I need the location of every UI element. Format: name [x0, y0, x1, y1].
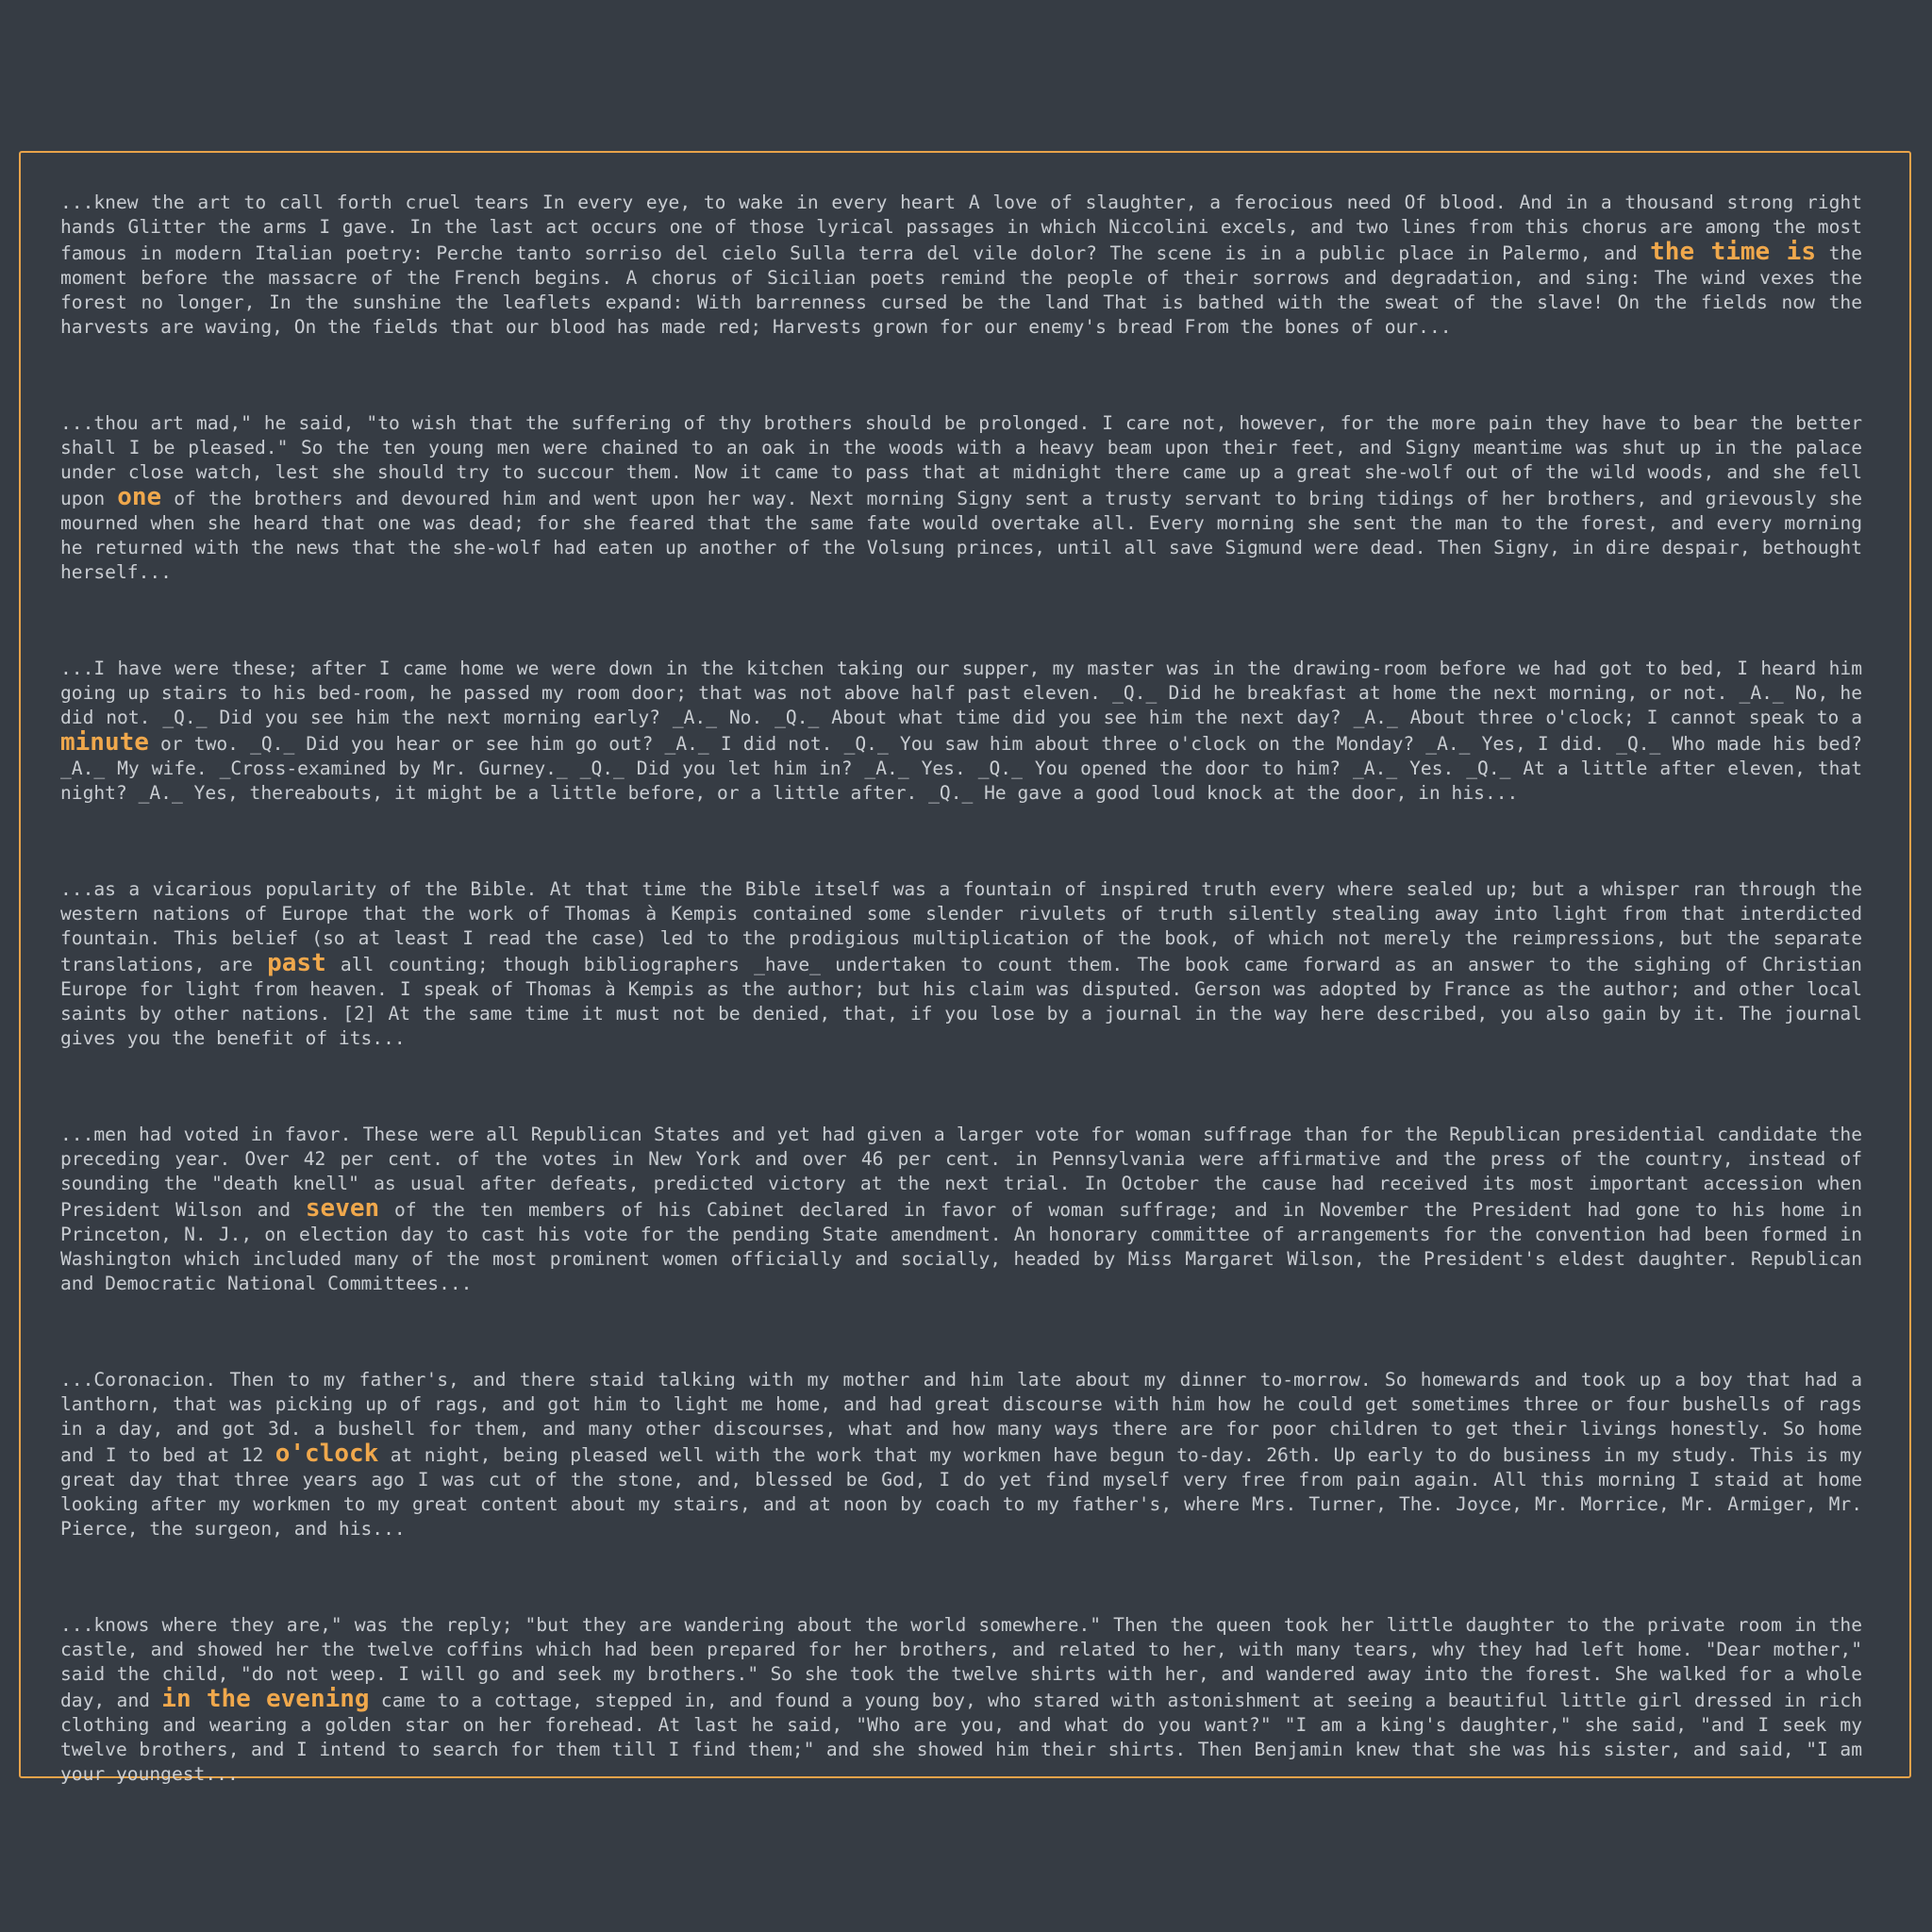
- passage-text-before: ...as a vicarious popularity of the Bible. At that time the Bible itself was a fountain of inspired truth every where sealed up; but a whisper ran through the western nations of Europe that the work of Thomas à Kempis contained some slender rivulets of truth silently stealing away into light from that interdicted fountain. This belief (so at least I read the case) led to the prodigious multiplication of the book, of which not merely the reimpressions, but the separate translations, are: [60, 878, 1862, 975]
- highlighted-phrase: minute: [60, 728, 149, 757]
- passage-text-before: ...Coronacion. Then to my father's, and there staid talking with my mother and him late about my dinner to-morrow. So homewards and took up a boy that had a lanthorn, that was picking up of rags, and got him to light me home, and had great discourse with him how he could get sometimes three or four bushells of rags in a day, and got 3d. a bushell for them, and many other discourses, what and how many ways there are for poor children to get their livings honestly. So home and I to bed at 12: [60, 1369, 1862, 1466]
- passage-3: [60, 657, 1862, 806]
- passage-text-after: the moment before the massacre of the French begins. A chorus of Sicilian poets remind the people of their sorrows and degradation, and sing: The wind vexes the forest no longer, In the sunshine the leaflets expand: With barrenness cursed be the land That is bathed with the sweat of the slave! On the fields now the harvests are waving, On the fields that our blood has made red; Harvests grown for our enemy's bread From the bones of our...: [60, 242, 1862, 338]
- passage-text-after: came to a cottage, stepped in, and found a young boy, who stared with astonishment at seeing a beautiful little girl dressed in rich clothing and wearing a golden star on her forehead. At last he said, "Who are you, and what do you want?" "I am a king's daughter," she said, "and I seek my twelve brothers, and I intend to search for them till I find them;" and she showed him their shirts. Then Benjamin knew that she was his sister, and said, "I am your youngest...: [60, 1690, 1862, 1785]
- highlighted-phrase: the time is: [1650, 238, 1816, 266]
- passage-4: [60, 877, 1862, 1051]
- highlighted-phrase: past: [267, 949, 326, 977]
- highlighted-phrase: seven: [305, 1194, 380, 1223]
- passage-5: [60, 1123, 1862, 1296]
- highlighted-phrase: in the evening: [161, 1685, 370, 1713]
- passage-text-after: or two. _Q._ Did you hear or see him go out? _A._ I did not. _Q._ You saw him about three o'clock on the Monday? _A._ Yes, I did. _Q._ Who made his bed? _A._ My wife. _Cross-examined by Mr. Gurney._ _Q._ Did you let him in? _A._ Yes. _Q._ You opened the door to him? _A._ Yes. _Q._ At a little after eleven, that night? _A._ Yes, thereabouts, it might be a little before, or a little after. _Q._ He gave a good loud knock at the door, in his...: [60, 733, 1862, 804]
- passage-text-after: of the brothers and devoured him and went upon her way. Next morning Signy sent a trusty servant to bring tidings of her brothers, and grievously she mourned when she heard that one was dead; for she feared that the same fate would overtake all. Every morning she sent the man to the forest, and every morning he returned with the news that the she-wolf had eaten up another of the Volsung princes, until all save Sigmund were dead. Then Signy, in dire despair, bethought herself...: [60, 488, 1862, 583]
- highlighted-phrase: o'clock: [275, 1440, 379, 1468]
- highlighted-phrase: one: [117, 483, 162, 511]
- passage-text-before: ...I have were these; after I came home we were down in the kitchen taking our supper, my master was in the drawing-room before we had got to bed, I heard him going up stairs to his bed-room, he passed my room door; that was not above half past eleven. _Q._ Did he breakfast at home the next morning, or not. _A._ No, he did not. _Q._ Did you see him the next morning early? _A._ No. _Q._ About what time did you see him the next day? _A._ About three o'clock; I cannot speak to a: [60, 658, 1862, 728]
- passage-text-before: ...knew the art to call forth cruel tears In every eye, to wake in every heart A love of slaughter, a ferocious need Of blood. And in a thousand strong right hands Glitter the arms I gave. In the last act occurs one of those lyrical passages in which Niccolini excels, and two lines from this chorus are among the most famous in modern Italian poetry: Perche tanto sorriso del cielo Sulla terra del vile dolor? The scene is in a public place in Palermo, and: [60, 192, 1862, 264]
- passage-7: [60, 1613, 1862, 1787]
- passage-text-after: at night, being pleased well with the work that my workmen have begun to-day. 26th. Up early to do business in my study. This is my great day that three years ago I was cut of the stone, and, blessed be God, I do yet find myself very free from pain again. All this morning I staid at home looking after my workmen to my great content about my stairs, and at noon by coach to my father's, where Mrs. Turner, The. Joyce, Mr. Morrice, Mr. Armiger, Mr. Pierce, the surgeon, and his...: [60, 1444, 1862, 1540]
- passage-2: [60, 411, 1862, 585]
- passage-text-after: all counting; though bibliographers _have_ undertaken to count them. The book came forward as an answer to the sighing of Christian Europe for light from heaven. I speak of Thomas à Kempis as the author; but his claim was disputed. Gerson was adopted by France as the author; and other local saints by other nations. [2] At the same time it must not be denied, that, if you lose by a journal in the way here described, you also gain by it. The journal gives you the benefit of its...: [60, 954, 1862, 1049]
- passage-text-after: of the ten members of his Cabinet declared in favor of woman suffrage; and in November the President had gone to his home in Princeton, N. J., on election day to cast his vote for the pending State amendment. An honorary committee of arrangements for the convention had been formed in Washington which included many of the most prominent women officially and socially, headed by Miss Margaret Wilson, the President's eldest daughter. Republican and Democratic National Committees...: [60, 1199, 1862, 1294]
- passage-6: [60, 1368, 1862, 1541]
- passages-panel: [19, 151, 1911, 1785]
- passage-text-before: ...men had voted in favor. These were all Republican States and yet had given a larger vote for woman suffrage than for the Republican presidential candidate the preceding year. Over 42 per cent. of the votes in New York and over 46 per cent. in Pennsylvania were affirmative and the press of the country, instead of sounding the "death knell" as usual after defeats, predicted victory at the next trial. In October the cause had received its most important accession when President Wilson and: [60, 1124, 1862, 1221]
- passage-1: [60, 191, 1862, 340]
- passage-text-before: ...thou art mad," he said, "to wish that the suffering of thy brothers should be prolonged. I care not, however, for the more pain they have to bear the better shall I be pleased." So the ten young men were chained to an oak in the woods with a heavy beam upon their feet, and Signy meantime was shut up in the palace under close watch, lest she should try to succour them. Now it came to pass that at midnight there came up a great she-wolf out of the wild woods, and she fell upon: [60, 412, 1862, 509]
- passage-text-before: ...knows where they are," was the reply; "but they are wandering about the world somewhere." Then the queen took her little daughter to the private room in the castle, and showed her the twelve coffins which had been prepared for her brothers, and related to her, with many tears, why they had left home. "Dear mother," said the child, "do not weep. I will go and seek my brothers." So she took the twelve shirts with her, and wandered away into the forest. She walked for a whole day, and: [60, 1614, 1862, 1711]
